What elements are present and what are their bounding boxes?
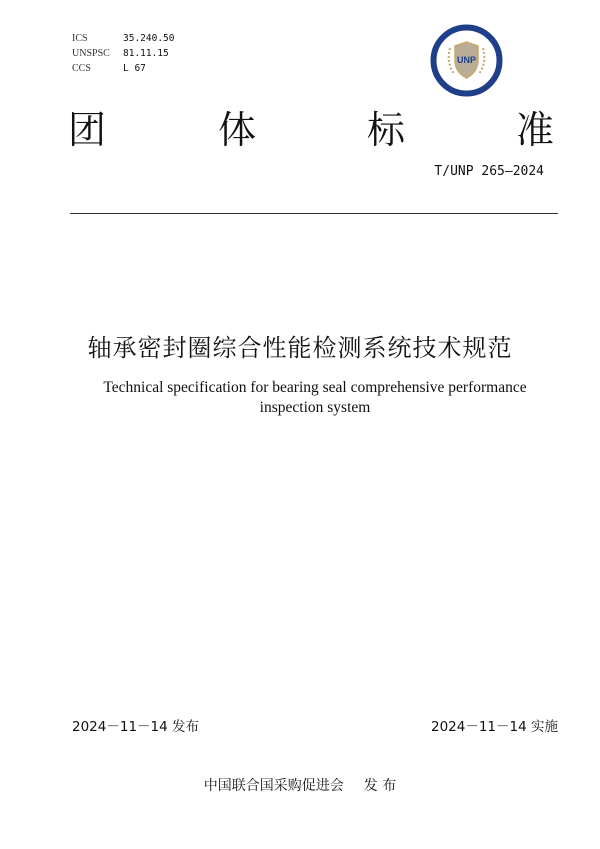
divider-line [70,213,558,214]
ccs-label: CCS [72,63,91,74]
publish-label: 发 布 [363,778,397,794]
publisher-name: 中国联合国采购促进会 [203,778,344,794]
unspsc-value: 81.11.15 [123,48,169,59]
unspsc-row [72,46,174,61]
publisher-line [0,775,600,795]
doc-type-char: 体 [218,108,257,152]
classification-block [72,31,174,76]
title-english: Technical specification for bearing seal comprehensive performance inspection system [103,379,527,416]
doc-type-char: 准 [516,108,555,152]
doc-type-char: 标 [367,108,406,152]
ccs-value: L 67 [123,63,146,74]
ics-label: ICS [72,33,88,44]
ics-row [72,31,174,46]
standard-code: T/UNP 265—2024 [434,164,544,179]
implement-date: 2024－11－14 实施 [430,719,558,735]
svg-text:UNP: UNP [456,55,477,65]
unp-logo [430,24,503,97]
ics-value: 35.240.50 [123,33,175,44]
ccs-row [72,61,174,76]
unspsc-label: UNSPSC [72,48,110,59]
issue-date: 2024－11－14 发布 [72,719,200,735]
title-chinese: 轴承密封圈综合性能检测系统技术规范 [87,334,513,362]
doc-type-char: 团 [68,108,107,152]
